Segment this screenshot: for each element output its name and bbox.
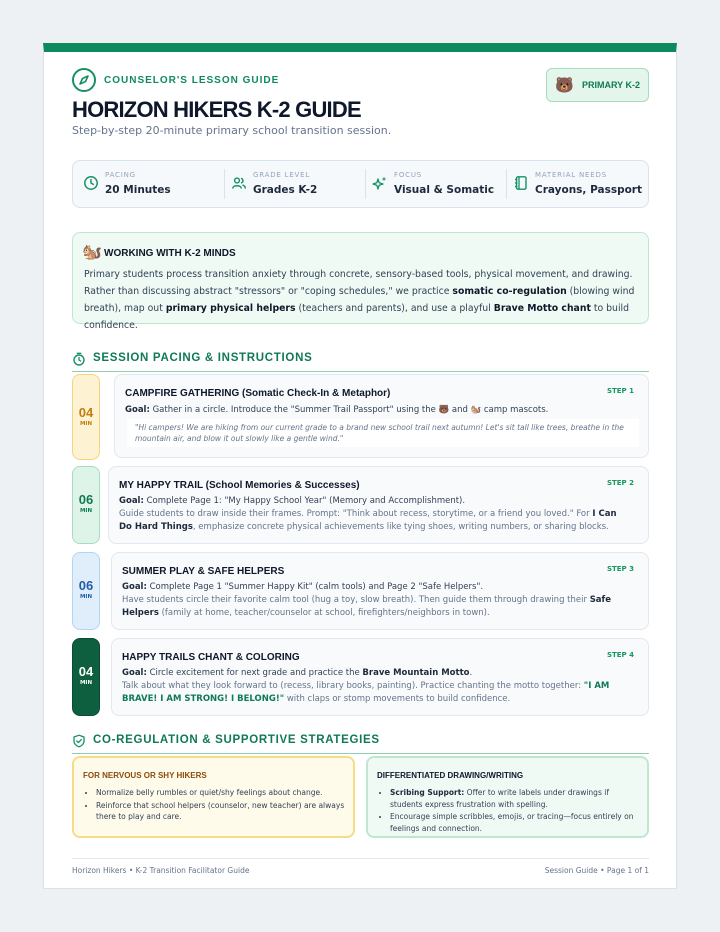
k2-minds-callout	[72, 232, 649, 331]
strategy-list	[96, 787, 348, 824]
minutes-unit: MIN	[79, 508, 93, 514]
minutes-value: 06	[78, 578, 94, 593]
shield-check-icon	[72, 734, 86, 748]
sparkle-icon	[372, 175, 388, 191]
users-icon	[231, 175, 247, 191]
step-badge: STEP 3	[606, 565, 634, 573]
minutes-value: 04	[78, 405, 94, 420]
minutes-value: 04	[78, 664, 94, 679]
step-badge: STEP 4	[606, 651, 634, 659]
step-instructions: Talk about what they look forward to (recess, library books, painting). Practice chanting the motto together: "I AM BRAVE! I AM STRONG! I BELONG!" with claps or stomp movements to build confidence.	[122, 681, 610, 704]
box-title: DIFFERENTIATED DRAWING/WRITING	[377, 771, 524, 780]
step-instructions: Have students circle their favorite calm tool (hug a toy, slow breath). Then guide them through drawing their Safe Helpers (family at home, teacher/counselor at school, firefighters/neighbors in town).	[122, 595, 612, 618]
step-title: MY HAPPY TRAIL (School Memories & Successes)	[119, 480, 360, 491]
strategy-list	[390, 787, 642, 835]
step-3-card	[111, 552, 649, 630]
step-instructions: Guide students to draw inside their frames. Prompt: "Think about recess, storytime, or a friend you loved." For I Can Do Hard Things, emphasize concrete physical achievements like tying shoes, writing numbers, or sharing blocks.	[119, 509, 617, 532]
list-item: • Encourage simple scribbles, emojis, or tracing—focus entirely on feelings and connection.	[390, 811, 642, 834]
step-badge: STEP 2	[606, 479, 634, 487]
step-2-minutes	[72, 466, 100, 544]
list-item: • Normalize belly rumbles or quiet/shy feelings about change.	[96, 787, 348, 799]
divider	[365, 169, 366, 199]
notebook-icon	[513, 175, 529, 191]
divider	[506, 169, 507, 199]
box-title: FOR NERVOUS OR SHY HIKERS	[83, 771, 207, 780]
squirrel-icon: 🐿️	[82, 242, 102, 261]
stopwatch-icon	[72, 352, 86, 366]
step-badge: STEP 1	[606, 387, 634, 395]
page-title: HORIZON HIKERS K-2 GUIDE	[72, 97, 361, 122]
strategies-header	[72, 734, 649, 754]
page-footer	[72, 858, 649, 876]
meta-label: GRADE LEVEL	[253, 171, 311, 179]
bear-icon: 🐻	[555, 76, 574, 94]
minutes-unit: MIN	[79, 594, 93, 600]
meta-value: Visual & Somatic	[394, 184, 495, 196]
squirrel-icon: 🐿️	[470, 405, 482, 415]
brave-motto: "I AM BRAVE! I AM STRONG! I BELONG!"	[122, 681, 610, 704]
step-goal: Goal: Complete Page 1 "Summer Happy Kit" (calm tools) and Page 2 "Safe Helpers".	[122, 582, 484, 592]
facilitator-script: "Hi campers! We are hiking from our current grade to a brand new school trail next autumn! Let's sit tall like trees, breathe in the mountain air, and blow it out slowly like a gentle wind."	[127, 419, 639, 447]
footer-right: Session Guide • Page 1 of 1	[544, 866, 649, 875]
footer-left: Horizon Hikers • K-2 Transition Facilitator Guide	[72, 866, 250, 875]
step-title: HAPPY TRAILS CHANT & COLORING	[122, 652, 300, 663]
step-4-minutes	[72, 638, 100, 716]
bear-icon: 🐻	[438, 405, 450, 415]
meta-label: MATERIAL NEEDS	[535, 171, 607, 179]
meta-value: Grades K-2	[253, 184, 318, 196]
differentiated-box	[366, 756, 649, 838]
divider	[224, 169, 225, 199]
list-item: • Scribing Support: Offer to write labels under drawings if students express frustration with spelling.	[390, 787, 642, 810]
minutes-value: 06	[78, 492, 94, 507]
clock-icon	[83, 175, 99, 191]
step-1-minutes	[72, 374, 100, 460]
step-goal: Goal: Gather in a circle. Introduce the "Summer Trail Passport" using the 🐻 and 🐿️ camp mascots.	[125, 405, 549, 415]
section-title: SESSION PACING & INSTRUCTIONS	[93, 352, 313, 364]
shy-hikers-box	[72, 756, 355, 838]
step-goal: Goal: Complete Page 1: "My Happy School Year" (Memory and Accomplishment).	[119, 496, 466, 506]
step-goal: Goal: Circle excitement for next grade and practice the Brave Mountain Motto.	[122, 668, 473, 678]
guide-page	[43, 43, 677, 889]
step-title: SUMMER PLAY & SAFE HELPERS	[122, 566, 285, 577]
step-1-card	[114, 374, 649, 458]
compass-icon	[72, 68, 96, 92]
meta-label: FOCUS	[394, 171, 422, 179]
section-title: CO-REGULATION & SUPPORTIVE STRATEGIES	[93, 734, 380, 746]
meta-value: 20 Minutes	[105, 184, 171, 196]
brand-label: COUNSELOR'S LESSON GUIDE	[104, 75, 280, 86]
step-3-minutes	[72, 552, 100, 630]
session-meta-bar	[72, 160, 649, 208]
minutes-unit: MIN	[79, 421, 93, 427]
page-subtitle: Step-by-step 20-minute primary school transition session.	[72, 124, 392, 137]
badge-label: PRIMARY K-2	[582, 80, 641, 90]
callout-title: WORKING WITH K-2 MINDS	[104, 248, 236, 259]
minutes-unit: MIN	[79, 680, 93, 686]
list-item: • Reinforce that school helpers (counselor, new teacher) are always there to play and care.	[96, 800, 348, 823]
meta-value: Crayons, Passport	[535, 184, 642, 196]
step-title: CAMPFIRE GATHERING (Somatic Check-In & Metaphor)	[125, 388, 391, 399]
session-pacing-header	[72, 352, 649, 372]
step-2-card	[108, 466, 649, 544]
step-4-card	[111, 638, 649, 716]
meta-label: PACING	[105, 171, 136, 179]
callout-body: Primary students process transition anxiety through concrete, sensory-based tools, physical movement, and drawing. Rather than discussing abstract "stressors" or "coping schedules," we practice somatic co-regulation (blowing wind breath), map out primary physical helpers (teachers and parents), and use a playful Brave Motto chant to build confidence.	[84, 269, 635, 331]
grade-badge	[546, 68, 649, 102]
